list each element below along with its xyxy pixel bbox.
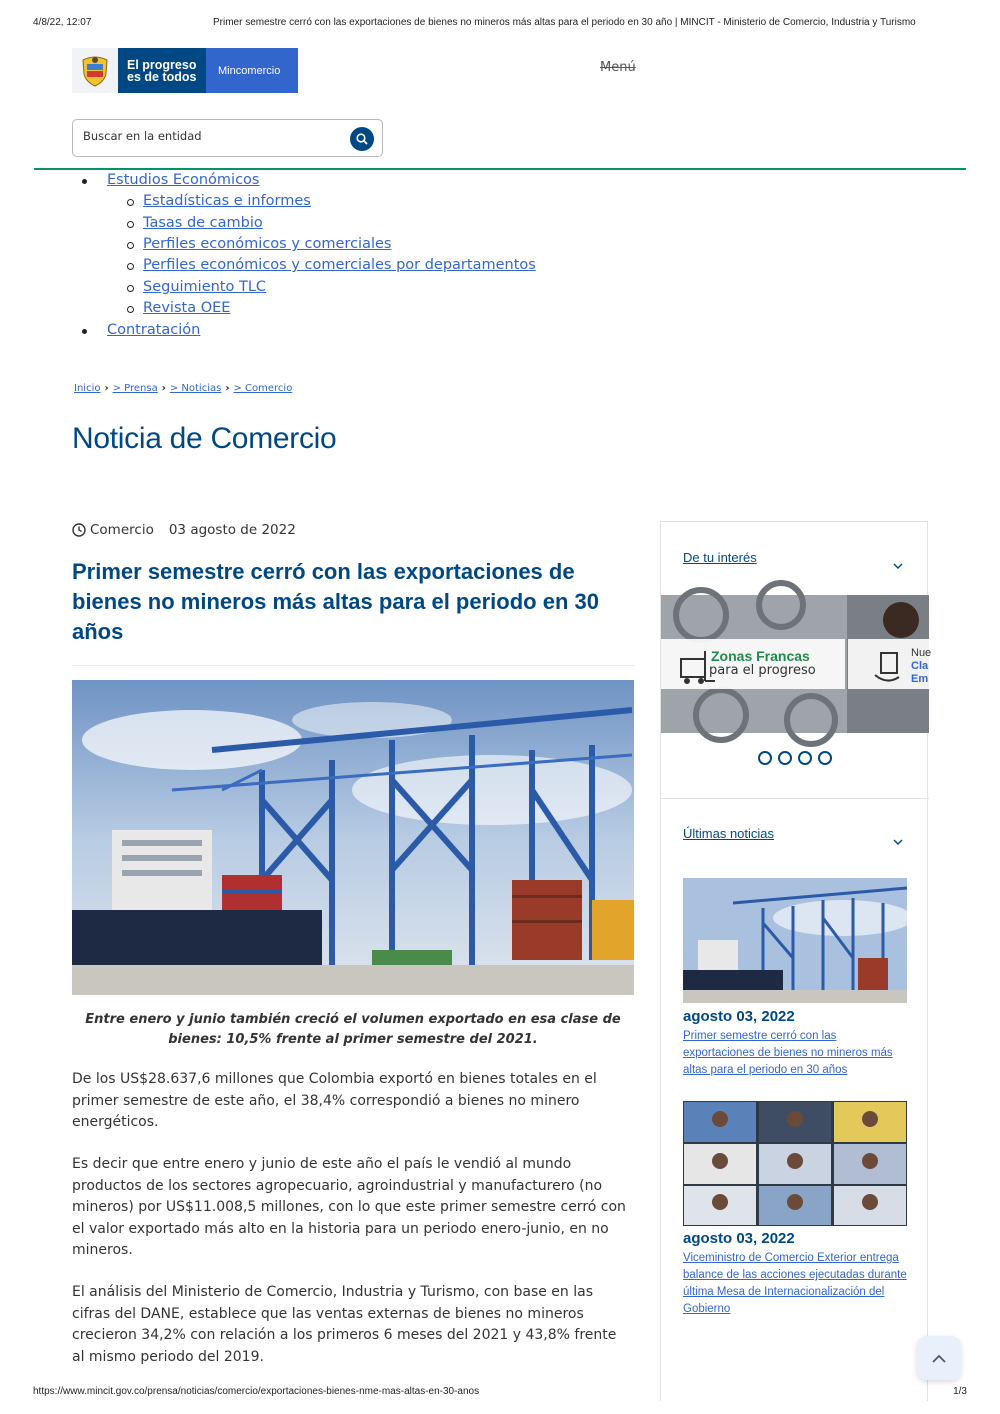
chevron-down-icon[interactable] <box>893 830 903 849</box>
nav-link-tlc[interactable]: Seguimiento TLC <box>143 279 267 295</box>
article-paragraph-3: El análisis del Ministerio de Comercio, Industria y Turismo, con base en las cifras del DANE, establece que las ventas externas de bienes no mineros crecieron 34,2% con relación a los primeros 6 meses del 2021 y 43,8% frente al mismo periodo del 2019. <box>72 1284 617 1365</box>
header-divider <box>34 168 966 170</box>
circle-bullet-icon <box>127 221 134 228</box>
image-caption: Entre enero y junio también creció el volumen exportado en esa clase de bienes: 10,5% frente al primer semestre del 2021. <box>85 1012 621 1047</box>
article-title: Primer semestre cerró con las exportaciones de bienes no mineros más altas para el periodo en 30 años <box>72 559 599 644</box>
brand-slogan <box>118 48 206 93</box>
article-category: Comercio <box>90 522 154 538</box>
clock-icon <box>72 523 86 537</box>
back-to-top-button[interactable] <box>917 1336 961 1380</box>
circle-bullet-icon <box>127 242 134 249</box>
page-title: Noticia de Comercio <box>72 422 337 455</box>
chevron-right-icon: › <box>161 383 166 394</box>
nav-link-statistics[interactable]: Estadísticas e informes <box>143 193 311 209</box>
circle-bullet-icon <box>127 199 134 206</box>
search-button[interactable] <box>350 127 374 151</box>
banner-2-line-3: Em <box>911 673 929 685</box>
banner-zonas-francas-subtitle: para el progreso <box>709 663 816 678</box>
article-date: 03 agosto de 2022 <box>168 522 296 538</box>
latest-news-toggle[interactable]: Últimas noticias <box>683 826 775 841</box>
brand-line-1: El progreso <box>127 58 197 72</box>
news-link-1[interactable]: Primer semestre cerró con las exportaciones de bienes no mineros más altas para el periodo en 30 años <box>683 1030 893 1076</box>
sidebar <box>660 521 932 1401</box>
circle-bullet-icon <box>127 285 134 292</box>
banner-2-line-1: Nue <box>911 647 932 659</box>
chevron-right-icon: › <box>104 383 109 394</box>
search-icon <box>356 133 368 145</box>
news-thumbnail-2[interactable] <box>683 1101 907 1226</box>
breadcrumb-commerce[interactable]: > Comercio <box>233 383 293 394</box>
news-thumbnail-1[interactable] <box>683 878 907 1003</box>
print-header <box>33 17 967 31</box>
news-date-1: agosto 03, 2022 <box>683 1008 795 1025</box>
coat-of-arms-icon <box>72 48 118 93</box>
sidebar-divider <box>661 798 929 799</box>
nav-link-profiles[interactable]: Perfiles económicos y comerciales <box>143 236 392 252</box>
chevron-down-icon[interactable] <box>893 554 903 573</box>
search-box <box>72 119 383 157</box>
banner-zonas-francas-title: Zonas Francas <box>711 648 810 664</box>
nav-link-studies[interactable]: Estudios Económicos <box>107 172 260 188</box>
title-divider <box>72 665 634 666</box>
carousel-dot-1[interactable] <box>758 751 772 765</box>
banner-2-line-2: Cla <box>911 660 929 672</box>
interest-section-toggle[interactable]: De tu interés <box>683 550 757 565</box>
news-link-2[interactable]: Viceministro de Comercio Exterior entrega balance de las acciones ejecutadas durante última Mesa de Internacionalización del Gobierno <box>683 1252 907 1315</box>
article-hero-image <box>72 680 634 995</box>
breadcrumb-home[interactable]: Inicio <box>74 383 101 394</box>
circle-bullet-icon <box>127 306 134 313</box>
bullet-icon <box>82 329 87 334</box>
print-datetime: 4/8/22, 12:07 <box>33 17 92 28</box>
search-input[interactable] <box>83 129 338 143</box>
nav-link-magazine[interactable]: Revista OEE <box>143 300 231 316</box>
menu-button[interactable]: Menú <box>600 60 636 75</box>
print-footer <box>33 1386 967 1400</box>
article-meta <box>72 522 296 538</box>
print-doc-title: Primer semestre cerró con las exportaciones de bienes no mineros más altas para el periodo en 30 año | MINCIT - Ministerio de Comercio, Industria y Turismo <box>213 17 916 28</box>
site-logo[interactable] <box>72 48 298 93</box>
breadcrumb-press[interactable]: > Prensa <box>112 383 158 394</box>
breadcrumb-news[interactable]: > Noticias <box>169 383 222 394</box>
news-date-2: agosto 03, 2022 <box>683 1230 795 1247</box>
chevron-right-icon: › <box>225 383 230 394</box>
article-paragraph-1: De los US$28.637,6 millones que Colombia exportó en bienes totales en el primer semestre de este año, el 38,4% correspondió a bienes no minero energéticos. <box>72 1071 597 1130</box>
brand-line-2: es de todos <box>127 70 197 84</box>
carousel-dot-4[interactable] <box>818 751 832 765</box>
carousel-pagination <box>758 751 832 765</box>
nav-link-exchange-rates[interactable]: Tasas de cambio <box>143 215 263 231</box>
circle-bullet-icon <box>127 263 134 270</box>
bullet-icon <box>82 179 87 184</box>
article-paragraph-2: Es decir que entre enero y junio de este año el país le vendió al mundo productos de los sectores agropecuario, agroindustrial y manufacturero (no mineros) por US$11.008,5 millones, con lo que este primer semestre cerró con el valor exportado más alto en la historia para un periodo enero-junio, en no mineros. <box>72 1156 626 1258</box>
ministry-name: Mincomercio <box>206 48 298 93</box>
chevron-up-icon <box>932 1354 946 1363</box>
interest-carousel[interactable] <box>661 595 932 733</box>
nav-link-contracts[interactable]: Contratación <box>107 322 201 338</box>
breadcrumb <box>74 383 292 394</box>
carousel-dot-3[interactable] <box>798 751 812 765</box>
print-url: https://www.mincit.gov.co/prensa/noticias/comercio/exportaciones-bienes-nme-mas-altas-en-30-anos <box>33 1386 480 1397</box>
carousel-dot-2[interactable] <box>778 751 792 765</box>
nav-link-profiles-departments[interactable]: Perfiles económicos y comerciales por departamentos <box>143 257 536 273</box>
print-page-number: 1/3 <box>953 1386 967 1397</box>
